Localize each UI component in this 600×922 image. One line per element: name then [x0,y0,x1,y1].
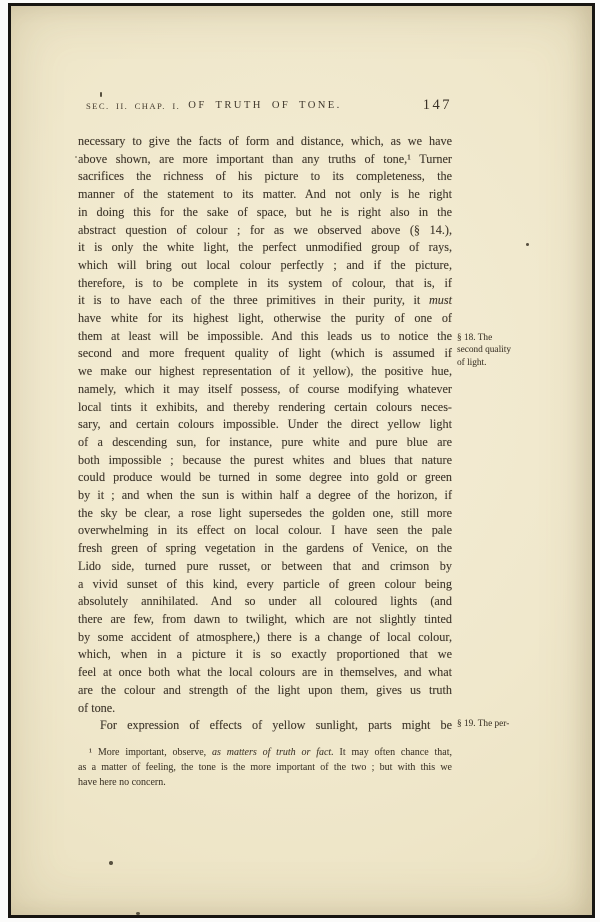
footnote-text: ¹ More important, observe, [89,746,207,758]
body-line: feel at once both what the local colours are in themselves, and what [78,665,452,680]
body-line: are the colour and strength of the light upon them, gives us truth [78,682,452,697]
footnote-line: have here no concern. [78,777,166,789]
body-line: we make our highest representation of it yellow), the positive hue, [78,364,452,379]
margin-note-section-18 [457,332,537,369]
body-line-paragraph-start: For expression of effects of yellow sunlight, parts might be [100,718,452,733]
body-line: the sky be clear, a rose light supersedes the golden one, still more [78,505,452,520]
footnote-text: It may often chance that, [339,746,453,758]
footnote-line: as a matter of feeling, the tone is the more important of the two ; but with this we [78,762,452,774]
scan-speck [109,861,113,865]
body-line: it is only the white light, the perfect unmodified group of rays, [78,240,452,255]
body-line: of tone. [78,700,116,715]
body-line: both impossible ; because the purest whites and blues that nature [78,452,452,467]
scan-speck [100,92,102,97]
body-line: second and more frequent quality of light (which is assumed if [78,346,452,361]
margin-note-line: § 19. The per- [457,719,510,729]
footnote-line [78,745,452,760]
body-line [78,292,452,310]
body-line: sacrifices the richness of his picture to its completeness, the [78,169,452,184]
page-content [78,6,452,791]
body-line: local tints it exhibits, and thereby rendering certain colours neces- [78,399,452,414]
body-line: them at least will be impossible. And this leads us to notice the [78,328,452,343]
body-line: of a descending sun, for instance, pure white and pure blue are [78,434,452,449]
page-number: 147 [422,97,452,113]
page-header [78,96,452,112]
section-chapter-label: SEC. II. CHAP. I. [86,101,181,111]
running-title: OF TRUTH OF TONE. [188,100,342,111]
margin-note-line: of light. [457,357,487,368]
body-line: a vivid sunset of this kind, every particle of green colour being [78,576,452,591]
scan-speck [136,912,140,915]
body-line: could produce would be turned in some degree into gold or green [78,470,452,485]
body-line: by it ; and when the sun is within half a degree of the horizon, if [78,488,452,503]
scan-speck [526,243,529,246]
body-line: which, when in a picture it is so exactly proportioned that we [78,647,452,662]
body-line: absolutely annihilated. And so under all coloured lights (and [78,594,452,609]
margin-note-section-19 [457,718,537,730]
body-line: which will bring out local colour perfectly ; and if the picture, [78,257,452,272]
scan-speck [75,156,77,158]
body-line: abstract question of colour ; for as we observed above (§ 14.), [78,222,452,237]
footnote-italic-text: as matters of truth or fact. [212,746,334,758]
body-line: above shown, are more important than any truths of tone,¹ Turner [78,151,452,166]
footnote [78,745,452,791]
margin-note-line: § 18. The [457,333,493,343]
body-line: sary, and certain colours impossible. Under the direct yellow light [78,417,452,432]
body-line: in doing this for the sake of space, but he is right also in the [78,204,452,219]
body-line: namely, which it may itself possess, of course modifying whatever [78,381,452,396]
body-line: by some accident of atmosphere,) there is a change of local colour, [78,629,452,644]
body-line: have white for its highest light, otherwise the purity of one of [78,311,452,326]
book-page [8,3,595,918]
body-line: there are few, from dawn to twilight, which are not slightly tinted [78,611,452,626]
body-line: therefore, is to be complete in its system of colour, that is, if [78,275,452,290]
body-line: necessary to give the facts of form and distance, which, as we have [78,134,452,148]
body-text [78,133,452,735]
body-line-italic-word: must [428,293,453,308]
margin-note-line: second quality [457,345,511,356]
body-line: fresh green of spring vegetation in the gardens of Venice, on the [78,541,452,556]
body-line-text: it is to have each of the three primitives in their purity, it [78,293,421,308]
body-line: overwhelming in its effect on local colour. I have seen the pale [78,523,452,538]
body-line: Lido side, turned pure russet, or between that and crimson by [78,558,452,573]
body-line: manner of the statement to its matter. And not only is he right [78,187,452,202]
